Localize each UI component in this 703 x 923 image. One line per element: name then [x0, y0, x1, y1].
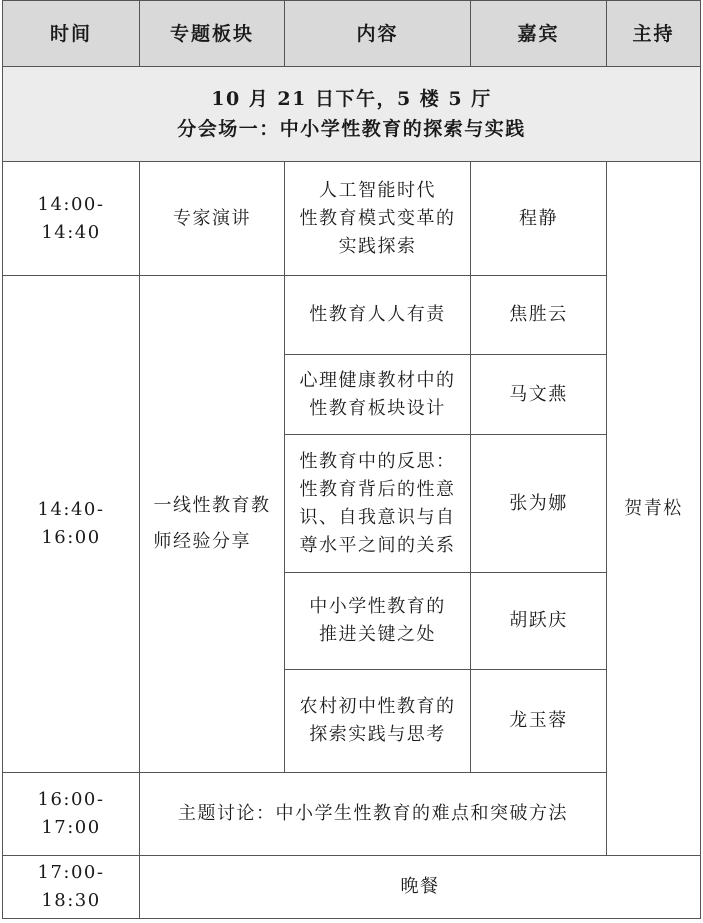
block-text	[154, 492, 271, 556]
topic-line: 探索实践与思考	[309, 724, 446, 745]
block-line: 师经验分享	[153, 531, 251, 552]
topic-line: 性教育背后的性意	[299, 478, 456, 500]
topic-cell	[285, 162, 471, 276]
session-title	[3, 67, 701, 162]
topic-line: 性教育中的反思：	[299, 450, 456, 472]
table-row	[3, 773, 701, 856]
topic-text	[300, 177, 456, 261]
header-time: 时间	[3, 1, 140, 67]
guest-cell: 张为娜	[471, 435, 607, 573]
topic-line: 人工智能时代	[319, 179, 436, 201]
topic-line: 农村初中性教育的	[299, 696, 456, 717]
topic-text	[309, 593, 446, 649]
topic-line: 推进关键之处	[319, 624, 436, 645]
guest-cell: 程静	[471, 162, 607, 276]
session-name: 分会场一：中小学性教育的探索与实践	[177, 118, 526, 140]
time-cell: 16:00-17:00	[3, 773, 140, 856]
table-row	[3, 856, 701, 919]
guest-cell: 焦胜云	[471, 276, 607, 355]
topic-line: 性教育人人有责	[309, 304, 446, 325]
topic-text	[300, 448, 456, 560]
time-cell: 17:00-18:30	[3, 856, 140, 919]
topic-line: 心理健康教材中的	[299, 369, 456, 391]
topic-line: 性教育板块设计	[309, 397, 446, 419]
content-cell: 主题讨论：中小学生性教育的难点和突破方法	[140, 773, 607, 856]
header-host: 主持	[607, 1, 701, 67]
host-cell: 贺青松	[607, 162, 701, 856]
schedule-table	[2, 0, 701, 919]
guest-cell: 胡跃庆	[471, 573, 607, 670]
header-content: 内容	[285, 1, 471, 67]
topic-text	[309, 301, 446, 329]
content-cell: 晚餐	[140, 856, 701, 919]
topic-cell	[285, 276, 471, 355]
guest-cell: 马文燕	[471, 355, 607, 435]
topic-cell	[285, 435, 471, 573]
topic-line: 实践探索	[338, 235, 417, 257]
block-cell	[140, 276, 285, 773]
topic-line: 识、自我意识与自	[299, 506, 456, 528]
table-row	[3, 162, 701, 276]
topic-line: 尊水平之间的关系	[299, 534, 456, 556]
guest-cell: 龙玉蓉	[471, 670, 607, 773]
topic-text	[300, 367, 456, 423]
session-date-location: 10 月 21 日下午，5 楼 5 厅	[211, 88, 492, 110]
block-cell: 专家演讲	[140, 162, 285, 276]
block-line: 一线性教育教	[153, 495, 271, 516]
time-cell: 14:40-16:00	[3, 276, 140, 773]
topic-text	[300, 693, 456, 749]
topic-line: 性教育模式变革的	[299, 207, 456, 229]
topic-line: 中小学性教育的	[309, 596, 446, 617]
session-row	[3, 67, 701, 162]
time-cell: 14:00-14:40	[3, 162, 140, 276]
topic-cell	[285, 355, 471, 435]
header-guest: 嘉宾	[471, 1, 607, 67]
topic-cell	[285, 670, 471, 773]
header-block: 专题板块	[140, 1, 285, 67]
topic-cell	[285, 573, 471, 670]
table-header-row	[3, 1, 701, 67]
table-row	[3, 276, 701, 355]
